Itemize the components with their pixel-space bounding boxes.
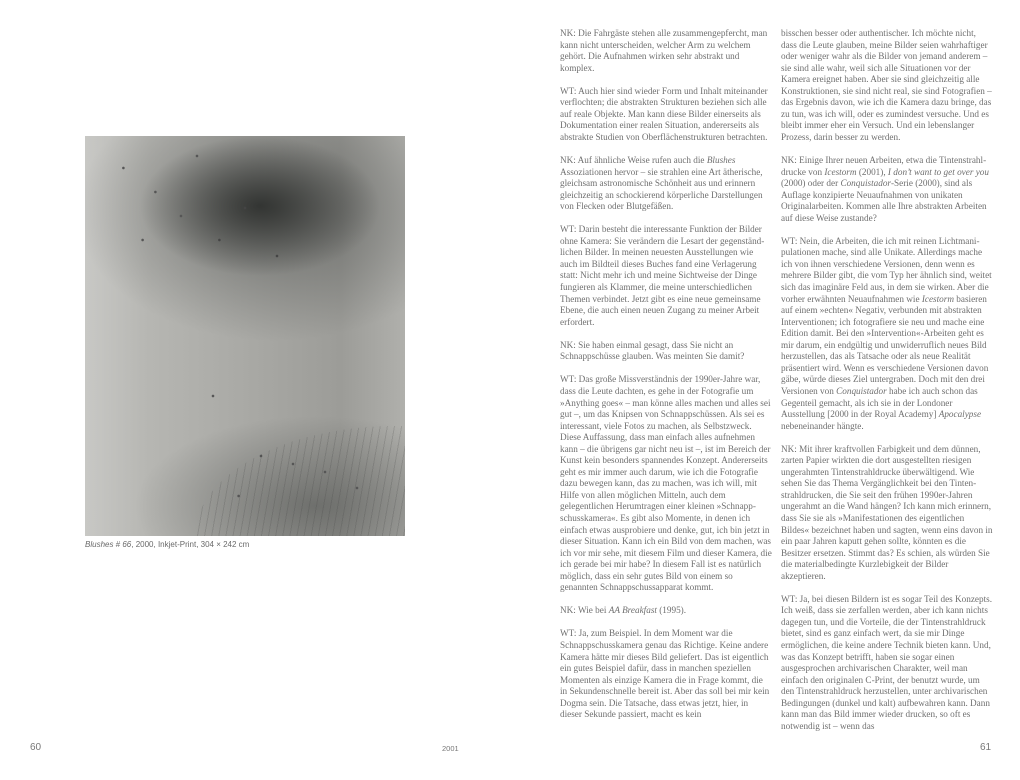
caption-details: , 2000, Inkjet-Print, 304 × 242 cm <box>131 540 250 549</box>
work-title: Blushes <box>706 155 736 166</box>
work-title: I don’t want to get over you <box>887 166 989 177</box>
page-number-left: 60 <box>30 742 42 753</box>
page-number-right: 61 <box>980 742 992 753</box>
paragraph-text: habe ich auch schon das Gegenteil gemacht, als ich sie in der Londoner Ausstellung [2000 in der Royal Academy] <box>781 385 978 420</box>
paragraph-text: -Serie (2000), sind als Auflage konzipierte Neuaufnahmen von unikaten Originalarbeiten. Kommen alle Ihre abstrakten Arbeiten auf diese Weise zustande? <box>781 178 987 223</box>
work-title: Conquistador <box>840 178 891 189</box>
interview-paragraph <box>560 224 772 328</box>
interview-paragraph <box>560 628 772 720</box>
work-title: Icestorm <box>824 166 857 177</box>
paragraph-text: bisschen besser oder authentischer. Ich möchte nicht, dass die Leute glauben, meine Bilder seien wahrhaftiger oder weniger wahr als die Bilder von jemand anderem – sie sind alle wahr, weil sich alle Situationen vor der Kamera ereignet haben. Aber sie sind gleichzeitig alle Konstruktionen, sie sind nicht real, sie sind Fotografien – das Ergebnis davon, wie ich die Kamera dazu bringe, das zu tun, was ich will, oder es zumindest versuche. Und es bleibt immer eher ein Versuch. Und ein lebenslanger Prozess, darin besser zu werden. <box>781 28 992 142</box>
work-title: Apocalypse <box>938 409 982 420</box>
work-title: AA Breakfast <box>608 605 657 616</box>
paragraph-text: NK: Einige Ihrer neuen Arbeiten, etwa die Tintenstrahldrucke von <box>781 155 987 177</box>
interview-paragraph <box>781 236 993 432</box>
text-column-1 <box>560 28 772 732</box>
interview-paragraph <box>560 86 772 144</box>
paragraph-text: Assoziationen hervor – sie strahlen eine Art ätherische, gleichsam astronomische Schönheit aus und erinnern gleichzeitig an schockierend körperliche Darstellungen von Flecken oder Blutgefäßen. <box>560 166 763 212</box>
running-footer-year: 2001 <box>442 744 459 753</box>
paragraph-text: basieren auf einem »echten« Negativ, verbunden mit abstrakten Interventionen; ich fotografiere sie neu und mache eine Edition damit. Bei den »Intervention«-Arbeiten geht es mir darum, ein endgültig und unwiderruflich neues Bild herzustellen, das als Tatsache oder als neue Realität präsentiert wird. Wenn es verschiedene Versionen davon gäbe, würde dieses Ziel untergraben. Doch mit den drei Versionen von <box>781 293 989 396</box>
interview-paragraph <box>781 155 993 224</box>
interview-paragraph <box>560 340 772 363</box>
work-title: Icestorm <box>921 293 954 304</box>
interview-paragraph <box>560 155 772 213</box>
interview-paragraph <box>781 28 993 143</box>
blushes-photograph <box>85 136 405 536</box>
paragraph-text: WT: Nein, die Arbeiten, die ich mit reinen Lichtmanipulationen mache, sind alle Unikate. Allerdings mache ich von ihnen verschiedene Versionen, denn wenn es mehrere Bilder gibt, die vom Typ her ähnlich sind, weitet sich das imaginäre Feld aus, in dem sie wirken. Aber die vorher erwähnten Neuaufnahmen wie <box>781 235 992 304</box>
paragraph-text: NK: Auf ähnliche Weise rufen auch die <box>560 155 707 166</box>
text-column-2 <box>781 28 993 744</box>
paragraph-text: (2000) oder der <box>781 178 841 189</box>
paragraph-text: nebeneinander hängte. <box>781 420 864 431</box>
paragraph-text: WT: Darin besteht die interessante Funktion der Bilder ohne Kamera: Sie verändern die Lesart der gegenständlichen Bilder. In meinen neuesten Ausstellungen wie auch im Bildteil dieses Buches fand eine Verlagerung statt: Nicht mehr ich und meine Sichtweise der Dinge fungieren als Klammer, die meine unterschiedlichen Themen verbindet. Jetzt gibt es eine neue gemeinsame Ebene, die auch einen neuen Zugang zu meiner Arbeit erfordert. <box>560 224 765 327</box>
paragraph-text: WT: Ja, zum Beispiel. In dem Moment war die Schnappschusskamera genau das Richtige. Keine andere Kamera hätte mir dieses Bild geliefert. Das ist eigentlich ein gutes Beispiel dafür, dass in manchen speziellen Momenten als einzige Kamera die in Frage kommt, die in Sekundenschnelle bereit ist. Aber das soll bei mir kein Dogma sein. Die Tatsache, dass etwas jetzt, hier, in dieser Sekunde passiert, macht es kein <box>560 628 770 720</box>
work-title: Conquistador <box>836 385 887 396</box>
paragraph-text: NK: Wie bei <box>560 605 609 616</box>
paragraph-text: WT: Auch hier sind wieder Form und Inhalt miteinander verflochten; die abstrakten Strukturen beziehen sich alle auf reale Objekte. Man kann diese Bilder einerseits als Dokumentation einer realen Situation, andererseits als abstrakte Studien von Oberflächenstrukturen betrachten. <box>560 85 768 142</box>
caption-title: Blushes # 66 <box>85 540 132 549</box>
interview-paragraph <box>560 374 772 593</box>
interview-paragraph <box>781 444 993 583</box>
paragraph-text: (2001), <box>856 166 888 177</box>
figure-caption <box>85 540 249 549</box>
interview-paragraph <box>781 594 993 733</box>
paragraph-text: NK: Die Fahrgäste stehen alle zusammengepfercht, man kann nicht unterscheiden, welcher Arm zu welchem gehört. Die Aufnahmen wirken sehr abstrakt und komplex. <box>560 28 768 73</box>
paragraph-text: WT: Ja, bei diesen Bildern ist es sogar Teil des Konzepts. Ich weiß, dass sie zerfallen werden, aber ich kann nichts dagegen tun, und die Vorteile, die der Tintenstrahldruck bietet, sind es ganz einfach wert, da sie mir Dinge ermöglichen, die keine andere Technik bieten kann. Und, was das Konzept betrifft, haben sie sogar einen ausgesprochen archivarischen Charakter, weil man einfach den originalen C-Print, der benutzt wurde, um den Tintenstrahldruck herzustellen, unter archivarischen Bedingungen (dunkel und kalt) aufbewahren kann. Dann kann man das Bild immer wieder drucken, so oft es notwendig ist – wenn das <box>781 593 993 731</box>
paragraph-text: (1995). <box>656 605 687 616</box>
paragraph-text: WT: Das große Missverständnis der 1990er-Jahre war, dass die Leute dachten, es gehe in der Fotografie um »Anything goes« – man könne alles machen und alles sei gut –, um das Knipsen von Schnappschüssen. Als sei es interessant, viele Fotos zu machen, als Selbstzweck. Diese Auffassung, dass man einfach alles aufnehmen kann – die übrigens gar nicht neu ist –, ist im Bereich der Kunst kein besonders spannendes Konzept. Andererseits geht es mir immer auch darum, wie ich die Fotografie dazu bewegen kann, das zu machen, was ich will, mit Hilfe von allen möglichen Mitteln, auch dem gelegentlichen Herumtragen einer kleinen »Schnappschusskamera«. Es gibt also Momente, in denen ich einfach etwas ausprobiere und denke, gut, ich bin jetzt in dieser Situation. Kann ich ein Bild von dem machen, was ich vor mir sehe, mit diesem Film und dieser Kamera, die ich gerade bei mir habe? In diesem Fall ist es natürlich möglich, dass ein sehr gutes Bild von einem so genannten Schnappschussapparat kommt. <box>560 374 772 593</box>
paragraph-text: NK: Sie haben einmal gesagt, dass Sie nicht an Schnappschüsse glauben. Was meinten Sie damit? <box>560 339 745 362</box>
paragraph-text: NK: Mit ihrer kraftvollen Farbigkeit und dem dünnen, zarten Papier wirkten die dort ausgestellten riesigen ungerahmten Tintenstrahldrucke überwältigend. Wie sehen Sie das Thema Vergänglichkeit bei den Tintenstrahldrucken, die Sie seit den frühen 1990er-Jahren ungerahmt an die Wand hängen? Ich kann mich erinnern, dass Sie sie als »Manifestationen des eigentlichen Bildes« bezeichnet haben und sagten, wenn eins davon in ein paar Jahren kaputt gehen sollte, könnten es die Besitzer ersetzen. Stimmt das? Es schien, als würden Sie die materialbedingte Kurzlebigkeit der Bilder akzeptieren. <box>781 443 993 581</box>
interview-paragraph <box>560 28 772 74</box>
interview-paragraph <box>560 605 772 617</box>
